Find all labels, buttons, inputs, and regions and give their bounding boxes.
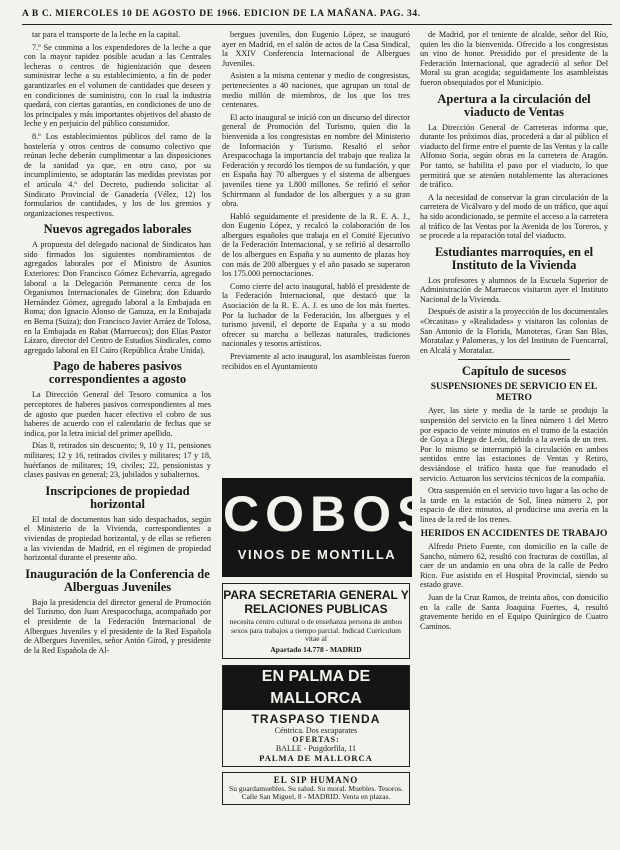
column-1 — [24, 30, 211, 842]
paragraph: tar para el transporte de la leche en la capital. — [32, 30, 181, 39]
paragraph: Juan de la Cruz Ramos, de treinta años, con domicilio en la calle de Santa Joaquina Fuertes, 4, resultó gravemente herido en el Equipo Quirúrgico de Cuatro Caminos. — [420, 593, 608, 631]
paragraph: Bajo la presidencia del director general de Promoción del Turismo, don Juan Arespacochaga, acompañado por el presidente de la Federación Internacional de Albergues Juveniles y el presidente de la Red Española de Albergues Juveniles, señor Antón Girod, y presidente de la Red Española de Al- — [24, 597, 211, 655]
divider — [458, 359, 571, 360]
paragraph: A propuesta del delegado nacional de Sindicatos han sido firmados los siguientes nombramientos de agregados laborales por el Ministro de Asuntos Exteriores: Don Francisco Gómez Echevarría, agregado laboral a la Delegación Permanente cerca de los Organismos Internacionales de Ginebra; don Eduardo Hernández Gómez, agregado laboral a la Embajada en Roma; don Ignacio Alonso de Ganuza, en la Embajada en Berna (Suiza); don Francisco Javier Arráez de Tolosa, en la Embajada en Rabat (Marruecos); don Elías Pastor Lázaro, director del Centro de Estudios Sindicales, como agregado laboral en El Cairo (República Árabe Unida). — [24, 240, 211, 355]
ad-palma — [222, 665, 410, 767]
paragraph: Habló seguidamente el presidente de la R. E. A. J., don Eugenio López, y recalcó la colaboración de los albergues españoles que trabaja en el Comité Ejecutivo de la Federación Internacional, y se refirió al desarrollo de los albergues en España y su aumento de plazas hoy con más de 200 albergues y el año pasado se superaron los 175.000 pernoctaciones. — [222, 211, 410, 279]
paragraph: El total de documentos han sido despachados, según el Ministerio de la Vivienda, correspondientes a viviendas de propiedad horizontal, y de ellas se refieren a las viviendas de Madrid, en el régimen de propiedad horizontal durante el presente año. — [24, 514, 211, 563]
paragraph: El acto inaugural se inició con un discurso del director general de Promoción del Turismo, quien dio la bienvenida a los congresistas en nombre del Ministerio de Información y Turismo. Resaltó el señor Arespacochaga la importancia del trabajo que realiza la Federación y recordó los tiempos de su fundación, y que en España hay 70 albergues y el sistema de albergues juveniles tiene ya 1.800 millones. Se refirió el señor Schirrmann al fundador de los albergues y a su gran obra. — [222, 112, 410, 209]
ad-palma-line: Céntrica. Dos escaparates — [274, 725, 358, 735]
ad-palma-line: OFERTAS: — [292, 734, 340, 744]
subhead-metro: SUSPENSIONES DE SERVICIO EN EL METRO — [430, 382, 598, 403]
paragraph: A la necesidad de conservar la gran circulación de la carretera de Vicálvaro y del modo de un tráfico, que aquí ha sido acondicionado, se permite el acceso a la carretera al tráfico de las Ventas por la Avenida de los Toreros, y se procede a la reparación total del viaducto. — [420, 192, 608, 241]
ad-sip-title: EL SIP HUMANO — [273, 774, 359, 785]
headline-haberes: Pago de haberes pasivos correspondientes a agosto — [48, 359, 187, 387]
paragraph: La Dirección General de Carreteras informa que, durante los próximos días, procederá a dar al público el viaducto del firme entre el puente de las Ventas y la calle Alfonso Soria, según obras en la carretera de Aragón. Por tanto, se habilita el paso por el viaducto, lo que permitirá que se atenúen notablemente las alteraciones de tráfico. — [420, 122, 608, 190]
paragraph: Como cierre del acto inaugural, habló el presidente de la Federación Internacional, que destacó que la Asociación de la R. E. A. J. es uno de los más fuertes. Por la luchador de la Federación, los albergues y el turismo juvenil, el deporte de España y a su modo ofrecer su marcha a bellezas naturales, tradiciones nacionales y tesoros artísticos. — [222, 281, 410, 349]
paragraph: Alfredo Prieto Fuente, con domicilio en la calle de Sancho, número 62, resultó con fracturas de costillas, al caer de un andamio en una obra de la calle de Pedro Rico. Fue asistido en el Hospital Provincial, siendo su estado grave. — [420, 542, 608, 590]
ad-secretaria — [222, 583, 410, 659]
headline-viaducto: Apertura a la circulación del viaducto de Ventas — [437, 91, 591, 119]
ad-cobos — [222, 478, 437, 577]
paragraph: La Dirección General del Tesoro comunica a los perceptores de haberes pasivos correspondientes al mes de agosto que pueden hacer efectivo el cobro de sus haberes de acuerdo con el calendario de fechas que se indica, por la letra inicial del primer apellido. — [24, 390, 211, 438]
paragraph: Después de asistir a la proyección de los documentales «Orcasitas» y «Realidades» y visitaron las colonias de San Antonio de la Florida, Manoteras, Gran San Blas, Moratalaz y Palomeras, y los del Instituto de Fuencarral, en Alcalá y Moratalaz. — [420, 307, 608, 355]
subhead-heridos: HERIDOS EN ACCIDENTES DE TRABAJO — [420, 528, 608, 539]
ad-palma-line: PALMA DE MALLORCA — [259, 752, 373, 763]
ad-secretaria-text: necesita centro cultural o de enseñanza persona de ambos sexos para trabajos a tiempo parcial. Indicad Currículum vitae al — [229, 617, 403, 643]
paragraph: Ayer, las siete y media de la tarde se produjo la suspensión del servicio en la línea número 1 del Metro por espacio de veinte minutos en el tramo de la estación de Goya a Diego de León, debido a la avería de un tren. Por lo mismo se interrumpió la circulación en ambos sentidos entre las estaciones de Ventas y Retiro, desviándose el tráfico hasta que fue reanudado el servicio. Actuaron los servicios técnicos de la compañía. — [420, 406, 608, 483]
paragraph: bergues juveniles, don Eugenio López, se inauguró ayer en Madrid, en el salón de actos de la Casa Sindical, la XXIV Conferencia Internacional de Albergues Juveniles. — [222, 30, 410, 68]
paragraph: de Madrid, por el teniente de alcalde, señor del Río, quien les dio la bienvenida. Ofrecido a los congresistas un vino de honor. Presidido por el presidente de la Federación Internacional, que agradeció al señor Del Moral su gran acogida; seguidamente los asambleístas fueron obsequiados por el Municipio. — [420, 30, 608, 87]
ad-secretaria-title: PARA SECRETARIA GENERAL Y RELACIONES PUBLICAS — [223, 588, 409, 616]
headline-inscripciones: Inscripciones de propiedad horizontal — [45, 483, 190, 511]
paragraph: Asisten a la misma centenar y medio de congresistas, pertenecientes a 40 naciones, que agrupan un total de medio millón de miembros, de los que los tres centenares. — [222, 71, 410, 110]
ad-secretaria-box: Apartado 14.778 - MADRID — [270, 644, 362, 654]
paragraph: 8.º Los establecimientos públicos del ramo de la hostelería y otros centros de consumo colectivo que reúnan leche deberán cumplimentar a las disposiciones de la sanidad ya que, en otro caso, por su incumplimiento, se adoptarán las medidas previstas por el artículo 4.º del Decreto, pudiendo solicitar al Sindicato Provincial de Ganadería (Vélez, 12) los formularios de cantidades, y los de los gremios y organizaciones respectivos. — [24, 131, 211, 218]
headline-sucesos: Capítulo de sucesos — [461, 364, 567, 379]
header-dateline: A B C. MIERCOLES 10 DE AGOSTO DE 1966. EDICION DE LA MAÑANA. PAG. 34. — [22, 9, 421, 19]
ad-cobos-logo: COBOS — [223, 486, 437, 542]
ad-cobos-tagline: VINOS DE MONTILLA — [237, 547, 397, 562]
column-2 — [222, 30, 410, 475]
ad-sip — [222, 772, 410, 805]
page-header — [22, 6, 612, 25]
paragraph: Otra suspensión en el servicio tuvo lugar a las ocho de la tarde en la estación de Sol, línea número 2, por espacio de diez minutos, al producirse una avería en la línea de la red de los trenes. — [420, 486, 608, 524]
ad-palma-line: TRASPASO TIENDA — [251, 711, 381, 726]
ad-sip-text: Su guardamuebles. Su salud. Su moral. Muebles. Tesoros. Calle San Miguel, 8 - MADRID. Venta en plazas. — [229, 783, 403, 801]
headline-albergues: Inauguración de la Conferencia de Alberguas Juveniles — [25, 566, 210, 594]
paragraph: Previamente al acto inaugural, los asambleístas fueron recibidos en el Ayuntamiento — [222, 352, 410, 371]
column-3 — [420, 30, 608, 842]
advertisements — [222, 478, 437, 805]
paragraph: Los profesores y alumnos de la Escuela Superior de Administración de Marruecos visitaron ayer el Instituto Nacional de la Vivienda. — [420, 275, 608, 304]
ad-palma-line: BALLE - Puigdorfila, 11 — [275, 743, 357, 753]
paragraph: 7.º Se conmina a los expendedores de la leche a que con la mayor rapidez posible acudan a las Centrales lecheras o centros de higienización que deseen suministrar leche a su establecimiento, a fin de poder garantizarles en el volumen de cantidades que deseen y en condiciones de suministro, con lo cual la industria quedará, con ciertas garantías, en condiciones de uno de los principales y más importantes objetivos del abasto de leche y en perjuicio del público consumidor. — [24, 42, 211, 129]
ad-palma-banner: EN PALMA DE MALLORCA — [223, 666, 409, 710]
paragraph: Días 8, retirados sin descuento; 9, 10 y 11, pensiones militares; 12 y 16, retirados civiles y militares; 17 y 18, huérfanos de militares; 19, civiles; 22, pensionistas y clases pasivas en general; 23, jubilados y subalternos. — [24, 441, 211, 480]
headline-estudiantes: Estudiantes marroquíes, en el Instituto de la Vivienda — [434, 244, 594, 272]
headline-agregados: Nuevos agregados laborales — [43, 222, 192, 237]
